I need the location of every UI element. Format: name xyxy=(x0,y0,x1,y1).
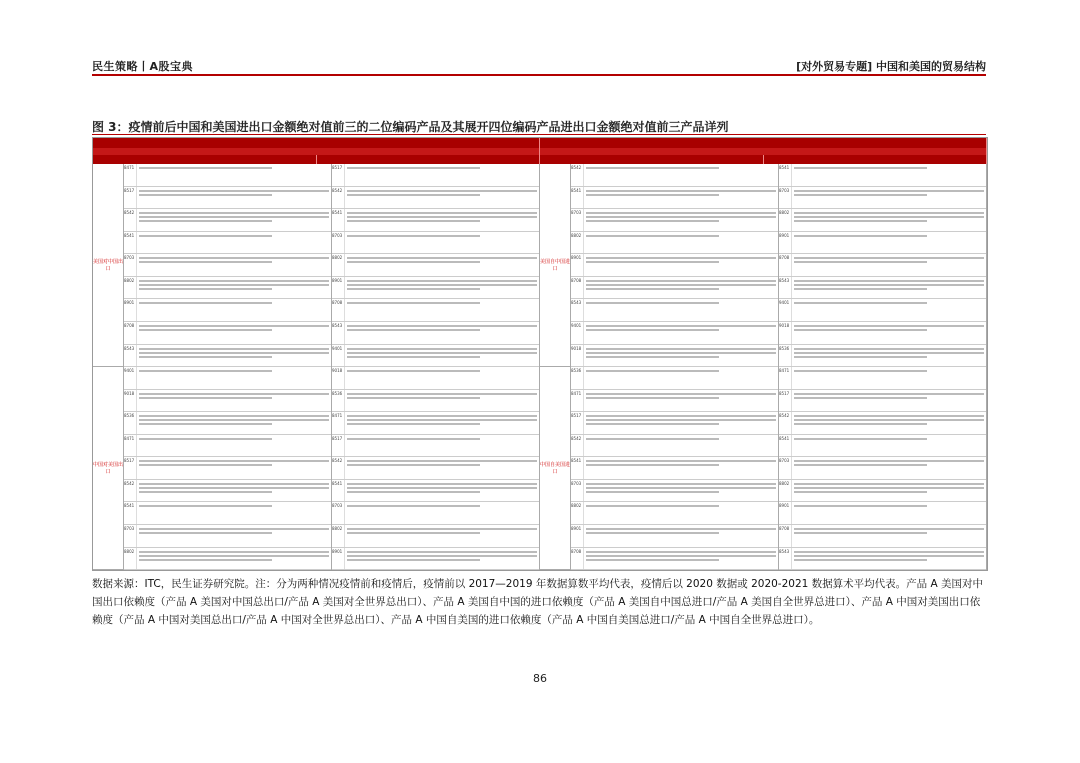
row-code: 9018 xyxy=(124,390,137,412)
table-row xyxy=(779,299,986,322)
table-row xyxy=(124,390,331,413)
table-row xyxy=(779,525,986,548)
row-description xyxy=(584,435,778,457)
row-group-labels xyxy=(540,164,571,570)
row-code: 8703 xyxy=(124,254,137,276)
row-code: 8901 xyxy=(332,277,345,299)
table-row xyxy=(332,299,539,322)
table-row xyxy=(124,548,331,571)
row-description xyxy=(792,548,986,570)
row-description xyxy=(345,457,539,479)
table-row xyxy=(124,502,331,525)
row-description xyxy=(137,435,331,457)
row-description xyxy=(584,299,778,321)
row-code: 8543 xyxy=(779,548,792,570)
table-row xyxy=(332,209,539,232)
table-row xyxy=(124,187,331,210)
table-row xyxy=(332,412,539,435)
table-row xyxy=(124,525,331,548)
header-rule xyxy=(92,74,986,76)
table-row xyxy=(332,322,539,345)
table-row xyxy=(779,164,986,187)
table-row xyxy=(332,502,539,525)
row-code: 8471 xyxy=(571,390,584,412)
row-description xyxy=(792,277,986,299)
row-description xyxy=(792,322,986,344)
table-row xyxy=(124,367,331,390)
row-code: 8543 xyxy=(124,345,137,367)
row-description xyxy=(345,232,539,254)
row-description xyxy=(792,525,986,547)
row-description xyxy=(584,480,778,502)
table-row xyxy=(124,209,331,232)
row-code: 8541 xyxy=(332,480,345,502)
row-description xyxy=(792,164,986,186)
row-code: 8541 xyxy=(779,164,792,186)
row-code: 8541 xyxy=(571,187,584,209)
row-description xyxy=(345,390,539,412)
row-code: 8471 xyxy=(124,435,137,457)
table-row xyxy=(332,480,539,503)
row-description xyxy=(345,187,539,209)
table-row xyxy=(332,277,539,300)
row-group-label: 中国对美国出口 xyxy=(93,367,123,570)
row-code: 8517 xyxy=(571,412,584,434)
row-description xyxy=(137,322,331,344)
table-row xyxy=(124,345,331,368)
row-description xyxy=(584,345,778,367)
row-code: 8471 xyxy=(332,412,345,434)
row-code: 8901 xyxy=(571,254,584,276)
row-description xyxy=(584,525,778,547)
row-code: 8541 xyxy=(124,502,137,524)
table-row xyxy=(779,209,986,232)
row-description xyxy=(345,435,539,457)
row-code: 8471 xyxy=(124,164,137,186)
table-row xyxy=(779,480,986,503)
table-column xyxy=(332,164,540,570)
table-row xyxy=(332,457,539,480)
row-code: 8542 xyxy=(124,209,137,231)
row-code: 8542 xyxy=(779,412,792,434)
table-row xyxy=(571,322,778,345)
row-description xyxy=(345,299,539,321)
table-row xyxy=(779,322,986,345)
table-row xyxy=(571,367,778,390)
table-row xyxy=(779,367,986,390)
row-description xyxy=(345,412,539,434)
table-row xyxy=(571,525,778,548)
row-description xyxy=(792,412,986,434)
row-description xyxy=(792,345,986,367)
row-code: 8802 xyxy=(332,254,345,276)
row-code: 8541 xyxy=(124,232,137,254)
row-code: 8536 xyxy=(332,390,345,412)
row-code: 8541 xyxy=(779,435,792,457)
row-code: 8708 xyxy=(571,548,584,570)
row-code: 9401 xyxy=(124,367,137,389)
row-description xyxy=(584,164,778,186)
row-description xyxy=(792,232,986,254)
table-row xyxy=(571,390,778,413)
row-code: 8543 xyxy=(332,322,345,344)
row-code: 8802 xyxy=(124,277,137,299)
row-code: 8542 xyxy=(332,187,345,209)
table-row xyxy=(571,187,778,210)
row-description xyxy=(345,367,539,389)
row-description xyxy=(137,367,331,389)
table-column xyxy=(779,164,987,570)
row-code: 8536 xyxy=(779,345,792,367)
row-code: 8543 xyxy=(571,299,584,321)
table-row xyxy=(571,345,778,368)
row-code: 8901 xyxy=(779,502,792,524)
row-description xyxy=(584,209,778,231)
table-row xyxy=(332,525,539,548)
table-row xyxy=(124,435,331,458)
table-row xyxy=(124,254,331,277)
table-row xyxy=(779,232,986,255)
row-code: 8703 xyxy=(124,525,137,547)
table-row xyxy=(779,457,986,480)
row-description xyxy=(792,435,986,457)
row-code: 8517 xyxy=(124,457,137,479)
row-description xyxy=(584,367,778,389)
table-row xyxy=(332,435,539,458)
table-row xyxy=(571,435,778,458)
row-code: 8703 xyxy=(332,502,345,524)
row-code: 8708 xyxy=(571,277,584,299)
row-description xyxy=(137,187,331,209)
row-code: 8703 xyxy=(779,187,792,209)
row-code: 8802 xyxy=(571,232,584,254)
table-row xyxy=(124,480,331,503)
row-code: 8542 xyxy=(571,164,584,186)
row-code: 8536 xyxy=(571,367,584,389)
row-description xyxy=(137,412,331,434)
row-code: 9401 xyxy=(332,345,345,367)
row-description xyxy=(792,209,986,231)
table-row xyxy=(571,232,778,255)
figure-title: 图 3：疫情前后中国和美国进出口金额绝对值前三的二位编码产品及其展开四位编码产品进出口金额绝对值前三产品详列 xyxy=(92,120,729,134)
row-description xyxy=(137,299,331,321)
table-row xyxy=(779,390,986,413)
row-description xyxy=(584,457,778,479)
row-code: 8517 xyxy=(332,435,345,457)
table-row xyxy=(571,412,778,435)
row-code: 8471 xyxy=(779,367,792,389)
row-description xyxy=(792,457,986,479)
table-row xyxy=(124,299,331,322)
table-row xyxy=(332,254,539,277)
table-row xyxy=(571,164,778,187)
row-code: 9401 xyxy=(779,299,792,321)
table-row xyxy=(779,277,986,300)
table-row xyxy=(779,502,986,525)
row-description xyxy=(137,345,331,367)
table-row xyxy=(779,412,986,435)
table-row xyxy=(332,367,539,390)
row-code: 8802 xyxy=(779,480,792,502)
row-code: 8703 xyxy=(571,209,584,231)
row-description xyxy=(137,457,331,479)
row-code: 8802 xyxy=(124,548,137,570)
row-description xyxy=(345,164,539,186)
row-code: 9018 xyxy=(571,345,584,367)
row-code: 8901 xyxy=(332,548,345,570)
row-description xyxy=(345,548,539,570)
header-left: 民生策略丨A股宝典 xyxy=(92,60,194,73)
row-code: 8802 xyxy=(332,525,345,547)
table-row xyxy=(571,299,778,322)
row-description xyxy=(137,525,331,547)
table-row xyxy=(779,548,986,571)
figure-rule xyxy=(92,134,986,135)
table-row xyxy=(124,277,331,300)
row-description xyxy=(584,502,778,524)
table-row xyxy=(332,164,539,187)
table-row xyxy=(332,345,539,368)
data-table xyxy=(92,137,988,571)
row-description xyxy=(584,277,778,299)
table-row xyxy=(779,187,986,210)
row-code: 8542 xyxy=(332,457,345,479)
row-description xyxy=(792,480,986,502)
row-description xyxy=(584,548,778,570)
row-description xyxy=(137,232,331,254)
row-description xyxy=(792,254,986,276)
row-description xyxy=(345,254,539,276)
table-column xyxy=(571,164,779,570)
row-code: 8708 xyxy=(779,525,792,547)
row-description xyxy=(792,367,986,389)
row-code: 8542 xyxy=(571,435,584,457)
row-code: 8542 xyxy=(124,480,137,502)
row-code: 9018 xyxy=(779,322,792,344)
table-column xyxy=(124,164,332,570)
row-code: 8802 xyxy=(779,209,792,231)
row-code: 8708 xyxy=(332,299,345,321)
row-code: 8802 xyxy=(571,502,584,524)
row-description xyxy=(584,322,778,344)
table-body xyxy=(93,164,987,570)
row-code: 8901 xyxy=(124,299,137,321)
row-code: 8517 xyxy=(779,390,792,412)
table-row xyxy=(332,390,539,413)
row-description xyxy=(345,209,539,231)
table-row xyxy=(571,548,778,571)
table-row xyxy=(571,277,778,300)
table-header-band xyxy=(93,138,987,148)
row-code: 8541 xyxy=(571,457,584,479)
row-code: 8536 xyxy=(124,412,137,434)
source-note: 数据来源：ITC，民生证券研究院。注：分为两种情况疫情前和疫情后，疫情前以 2017—2019 年数据算数平均代表，疫情后以 2020 数据或 2020-2021 数据算术平均代表。产品 A 美国对中国出口依赖度（产品 A 美国对中国总出口/产品 A 美国对全世界总出口）、产品 A 美国自中国的进口依赖度（产品 A 美国自中国总进口/产品 A 美国自全世界总进口）、产品 A 中国对美国出口依赖度（产品 A 中国对美国总出口/产品 A 中国对全世界总出口）、产品 A 中国自美国的进口依赖度（产品 A 中国自美国总进口/产品 A 中国自全世界总进口）。 xyxy=(92,578,984,626)
row-code: 8703 xyxy=(571,480,584,502)
row-description xyxy=(345,502,539,524)
row-description xyxy=(792,502,986,524)
table-row xyxy=(779,254,986,277)
row-description xyxy=(584,412,778,434)
table-row xyxy=(124,412,331,435)
row-description xyxy=(137,548,331,570)
row-description xyxy=(345,322,539,344)
row-description xyxy=(584,232,778,254)
row-description xyxy=(345,277,539,299)
row-code: 8901 xyxy=(779,232,792,254)
row-code: 8708 xyxy=(779,254,792,276)
table-row xyxy=(779,435,986,458)
row-group-label: 美国对中国出口 xyxy=(93,164,123,367)
row-code: 9018 xyxy=(332,367,345,389)
table-subheader-band xyxy=(93,148,987,155)
row-description xyxy=(137,390,331,412)
row-code: 8517 xyxy=(124,187,137,209)
row-code: 8517 xyxy=(332,164,345,186)
row-description xyxy=(137,209,331,231)
row-description xyxy=(137,502,331,524)
row-description xyxy=(584,187,778,209)
row-code: 8703 xyxy=(332,232,345,254)
table-column-header xyxy=(93,155,987,164)
row-description xyxy=(137,480,331,502)
page-number: 86 xyxy=(533,672,547,685)
row-description xyxy=(345,480,539,502)
row-group-label: 美国自中国进口 xyxy=(540,164,570,367)
row-description xyxy=(584,390,778,412)
table-row xyxy=(571,209,778,232)
row-description xyxy=(792,390,986,412)
table-row xyxy=(332,187,539,210)
row-code: 8901 xyxy=(571,525,584,547)
table-row xyxy=(571,457,778,480)
row-group-label: 中国自美国进口 xyxy=(540,367,570,570)
header-right: [对外贸易专题] 中国和美国的贸易结构 xyxy=(796,60,986,73)
row-description xyxy=(345,525,539,547)
row-code: 8703 xyxy=(779,457,792,479)
table-row xyxy=(571,254,778,277)
table-row xyxy=(124,457,331,480)
table-row xyxy=(124,232,331,255)
row-description xyxy=(345,345,539,367)
row-code: 8541 xyxy=(332,209,345,231)
row-code: 8708 xyxy=(124,322,137,344)
row-code: 8543 xyxy=(779,277,792,299)
row-description xyxy=(584,254,778,276)
table-row xyxy=(779,345,986,368)
row-description xyxy=(792,187,986,209)
row-description xyxy=(137,164,331,186)
table-row xyxy=(571,502,778,525)
table-row xyxy=(124,322,331,345)
row-group-labels xyxy=(93,164,124,570)
table-row xyxy=(124,164,331,187)
row-description xyxy=(137,277,331,299)
row-description xyxy=(137,254,331,276)
table-row xyxy=(332,232,539,255)
table-row xyxy=(332,548,539,571)
row-description xyxy=(792,299,986,321)
row-code: 9401 xyxy=(571,322,584,344)
table-row xyxy=(571,480,778,503)
